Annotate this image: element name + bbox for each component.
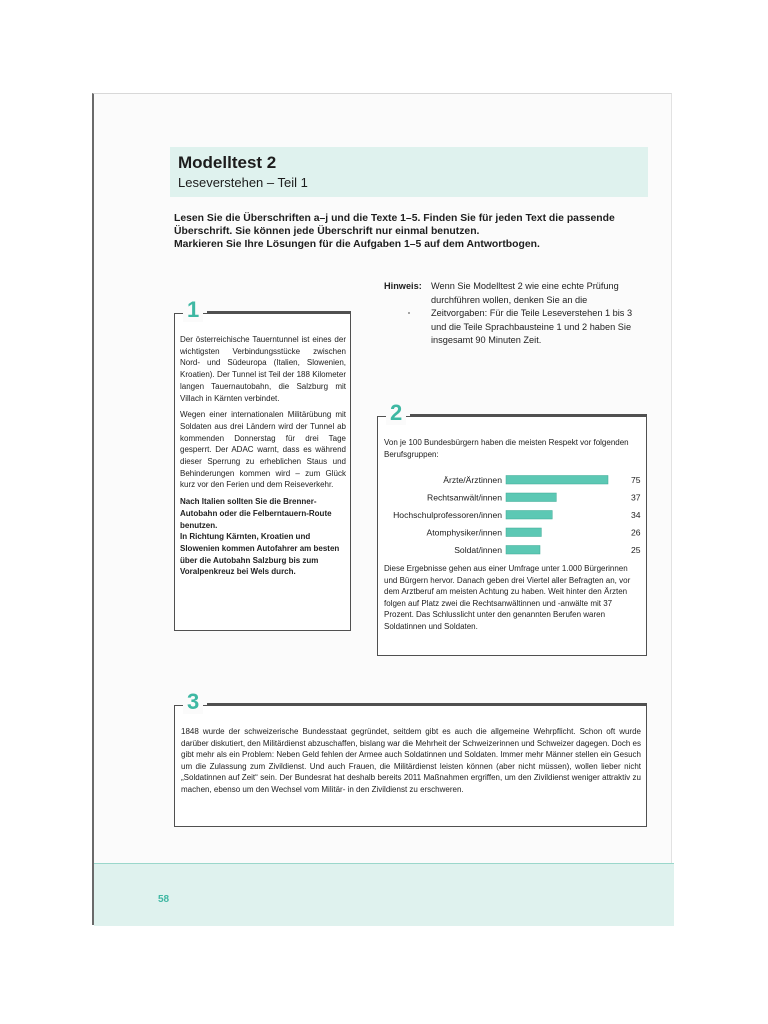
bar-label: Ärzte/Ärztinnen [443, 474, 502, 485]
page-title: Modelltest 2 [178, 153, 277, 172]
bar-value-label: 34 [631, 509, 641, 520]
bar-value-label: 26 [631, 527, 641, 538]
bar [506, 493, 556, 502]
text-number-1: 1 [183, 298, 203, 322]
text-1-paragraph-2: Wegen einer internationalen Militärübung mit Soldaten aus drei Ländern wird der Tunnel ab kommenden Donnerstag für drei Tage gesperrt. Der ADAC warnt, dass es während dieser Sperrung zu erheblichen Staus und Behinderungen kommen wird – zum Glück kurz vor den Ferien und dem Reiseverkehr. [180, 410, 346, 490]
bar-value-label: 25 [631, 544, 641, 555]
respect-bar-chart [378, 469, 648, 557]
box-top-rule [207, 703, 647, 705]
book-page [92, 93, 672, 925]
hint-label: Hinweis: [384, 281, 422, 291]
bar-label: Soldat/innen [454, 544, 502, 555]
text-1-content [180, 334, 346, 578]
stray-dot [408, 312, 410, 314]
text-number-3: 3 [183, 690, 203, 714]
text-number-2: 2 [386, 401, 406, 425]
bar-label: Rechtsanwält/innen [426, 492, 502, 503]
bar [506, 528, 541, 537]
text-1-paragraph-1: Der österreichische Tauerntunnel ist eines der wichtigsten Verbindungsstücke zwischen Nord- und Südeuropa (Italien, Slowenien, Kroatien). Der Tunnel ist Teil der 188 Kilometer langen Tauernautobahn, die Salzburg mit Villach in Kärnten verbindet. [180, 335, 346, 403]
bar-value-label: 37 [631, 492, 641, 503]
box-top-rule [410, 414, 647, 416]
text-3-content: 1848 wurde der schweizerische Bundesstaat gegründet, seitdem gibt es auch die allgemeine Wehrpflicht. Schon oft wurde darüber diskutiert, den Militärdienst abzuschaffen, bislang war die Mehrheit der Schweizerinnen und Schweizer dagegen. Doch es gibt mehr als ein Problem: Neben Geld fehlen der Armee auch Soldatinnen und Soldaten. Immer mehr Männer stellen ein Gesuch um die Zulassung zum Zivildienst. Und auch Frauen, die Militärdienst leisten können (aber nicht müssen), wollen lieber nicht „Soldatinnen auf Zeit“ sein. Der Bundesrat hat deshalb bereits 2011 Maßnahmen ergriffen, um den Zivildienst weniger attraktiv zu machen, ebenso um den Wechsel vom Militär- in den Zivildienst zu erschweren. [181, 727, 641, 794]
bar-value-label: 75 [631, 474, 641, 485]
hint-text: Wenn Sie Modelltest 2 wie eine echte Prüfung durchführen wollen, denken Sie an die Zeitvorgaben: Für die Teile Leseverstehen 1 bis 3 und die Teile Sprachbausteine 1 und 2 haben Sie insgesamt 90 Minuten Zeit. [431, 281, 633, 346]
page-number: 58 [158, 894, 170, 905]
text-2-intro: Von je 100 Bundesbürgern haben die meisten Respekt vor folgenden Berufsgruppen: [384, 438, 629, 459]
text-1-bold-2: In Richtung Kärnten, Kroatien und Slowenien kommen Autofahrer am besten über die Autobahn Salzburg bis zum Voralpenkreuz bei Wels durch. [180, 532, 340, 577]
footer-band [94, 863, 674, 926]
text-box-2 [377, 400, 647, 656]
title-band [170, 147, 648, 197]
bar [506, 476, 608, 485]
bar [506, 546, 540, 555]
text-box-1 [174, 297, 351, 631]
bar-label: Hochschulprofessoren/innen [393, 509, 502, 520]
hint-note [384, 280, 646, 348]
instruction-line-1: Lesen Sie die Überschriften a–j und die Texte 1–5. Finden Sie für jeden Text die passende Überschrift. Sie können jede Überschrift nur einmal benutzen. [174, 213, 615, 237]
box-top-rule [207, 311, 351, 313]
text-box-3 [174, 689, 647, 827]
text-1-bold-1: Nach Italien sollten Sie die Brenner-Autobahn oder die Felberntauern-Route benutzen. [180, 497, 332, 530]
bar [506, 511, 552, 520]
page-subtitle: Leseverstehen – Teil 1 [178, 175, 308, 190]
instruction-line-2: Markieren Sie Ihre Lösungen für die Aufgaben 1–5 auf dem Antwortbogen. [174, 239, 540, 250]
task-instructions [174, 212, 644, 251]
text-2-outro: Diese Ergebnisse gehen aus einer Umfrage unter 1.000 Bürgerinnen und Bürgern hervor. Danach geben drei Viertel aller Befragten an, vor dem Arztberuf am meisten Achtung zu haben. Weit hinter den Ärzten folgen auf Platz zwei die Rechtsanwältinnen und -anwälte mit 37 Prozent. Das Schlusslicht unter den genannten Berufen waren Soldatinnen und Soldaten. [384, 564, 631, 631]
bar-label: Atomphysiker/innen [426, 527, 502, 538]
